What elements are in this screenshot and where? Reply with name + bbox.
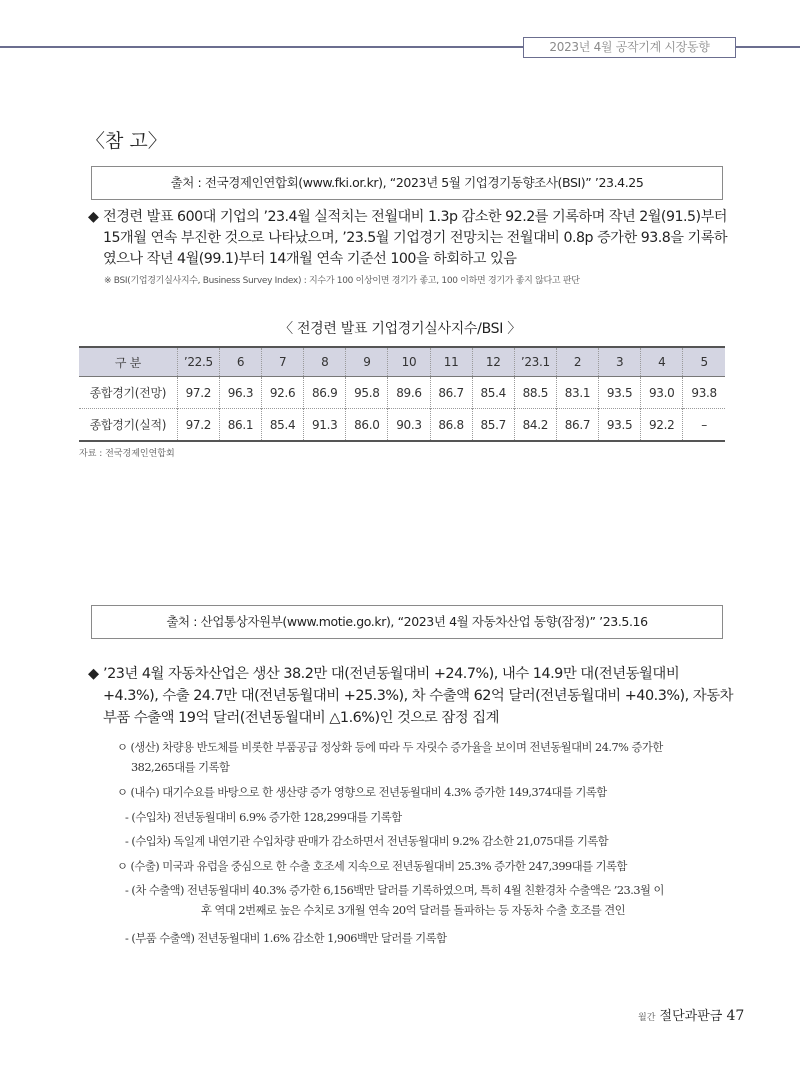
table-title: 〈 전경련 발표 기업경기실사지수/BSI 〉 xyxy=(279,321,521,337)
table-header-cell: 8 xyxy=(304,347,346,377)
table-cell: 88.5 xyxy=(514,377,556,409)
table-cell: 84.2 xyxy=(514,409,556,442)
table-cell: 86.7 xyxy=(430,377,472,409)
table-row xyxy=(79,377,725,409)
row-label: 종합경기(전망) xyxy=(79,377,177,409)
table-cell: 86.0 xyxy=(346,409,388,442)
auto-text: ’23년 4월 자동차산업은 생산 38.2만 대(전년동월대비 +24.7%), 내수 14.9만 대(전년동월대비 +4.3%), 수출 24.7만 대(전년동월대비 +25.3%), 차 수출액 62억 달러(전년동월대비 +40.3%), 자동차 부품 수출액 19억 달러(전년동월대비 △1.6%)인 것으로 잠정 집계 xyxy=(103,666,733,726)
table-cell: 93.0 xyxy=(641,377,683,409)
table-header-cell: ’22.5 xyxy=(177,347,219,377)
summary-text: 전경련 발표 600대 기업의 ’23.4월 실적치는 전월대비 1.3p 감소한 92.2를 기록하며 작년 2월(91.5)부터 15개월 연속 부진한 것으로 나타났으며, ’23.5월 기업경기 전망치는 전월대비 0.8p 증가한 93.8을 기록하였으나 작년 4월(99.1)부터 14개월 연속 기준선 100을 하회하고 있음 xyxy=(103,209,728,267)
table-source: 자료 : 전국경제인연합회 xyxy=(79,449,175,459)
table-header-cell: 2 xyxy=(556,347,598,377)
table-header-cell: 6 xyxy=(219,347,261,377)
table-cell: 86.9 xyxy=(304,377,346,409)
table-cell: 95.8 xyxy=(346,377,388,409)
table-cell: 93.5 xyxy=(599,409,641,442)
auto-paragraph xyxy=(88,663,733,729)
table-cell: 92.2 xyxy=(641,409,683,442)
list-item-domestic: ㅇ (내수) 대기수요를 바탕으로 한 생산량 증가 영향으로 전년동월대비 4.3% 증가한 149,374대를 기록함 xyxy=(117,786,607,799)
table-cell: 93.5 xyxy=(599,377,641,409)
table-row xyxy=(79,409,725,442)
table-header-cell: 9 xyxy=(346,347,388,377)
table-header-cell: 12 xyxy=(472,347,514,377)
table-cell: 85.7 xyxy=(472,409,514,442)
list-item-export: ㅇ (수출) 미국과 유럽을 중심으로 한 수출 호조세 지속으로 전년동월대비 25.3% 증가한 247,399대를 기록함 xyxy=(117,860,627,873)
table-cell: 97.2 xyxy=(177,409,219,442)
table-cell: – xyxy=(701,417,707,432)
table-cell: 92.6 xyxy=(262,377,304,409)
table-header-cell: 10 xyxy=(388,347,430,377)
table-cell: 85.4 xyxy=(472,377,514,409)
table-header-cell: 5 xyxy=(683,347,725,377)
magazine-prefix: 월간 xyxy=(638,1013,656,1023)
table-header-label: 구 분 xyxy=(79,347,177,377)
bsi-note: ※ BSI(기업경기실사지수, Business Survey Index) : 지수가 100 이상이면 경기가 좋고, 100 이하면 경기가 좋지 않다고 판단 xyxy=(104,276,580,286)
auto-source-box: 출처 : 산업통상자원부(www.motie.go.kr), “2023년 4월 자동차산업 동향(잠정)” ’23.5.16 xyxy=(91,605,723,639)
table-cell: 96.3 xyxy=(219,377,261,409)
diamond-bullet-icon: ◆ xyxy=(88,666,99,682)
list-item-imported-1: - (수입차) 전년동월대비 6.9% 증가한 128,299대를 기록함 xyxy=(125,811,402,824)
source-box: 출처 : 전국경제인연합회(www.fki.or.kr), “2023년 5월 기업경기동향조사(BSI)” ’23.4.25 xyxy=(91,166,723,200)
list-item-export-value: - (차 수출액) 전년동월대비 40.3% 증가한 6,156백만 달러를 기록하였으며, 특히 4월 친환경차 수출액은 ’23.3월 이 후 역대 2번째로 높은 수치로 3개월 연속 20억 달러를 돌파하는 등 자동차 수출 호조를 견인 xyxy=(125,884,664,917)
table-header-cell: 7 xyxy=(262,347,304,377)
list-item-production: ㅇ (생산) 차량용 반도체를 비롯한 부품공급 정상화 등에 따라 두 자릿수 증가율을 보이며 전년동월대비 24.7% 증가한 382,265대를 기록함 xyxy=(117,741,663,774)
summary-paragraph xyxy=(88,207,728,270)
table-header-cell: 4 xyxy=(641,347,683,377)
table-cell: 86.1 xyxy=(219,409,261,442)
table-cell: 86.7 xyxy=(556,409,598,442)
diamond-bullet-icon: ◆ xyxy=(88,209,99,225)
page-number: 47 xyxy=(726,1008,745,1024)
magazine-name: 절단과판금 xyxy=(659,1009,723,1024)
bsi-table xyxy=(79,346,725,442)
page-footer xyxy=(638,1005,744,1024)
table-cell: 91.3 xyxy=(304,409,346,442)
table-header-row xyxy=(79,347,725,377)
table-cell: 90.3 xyxy=(388,409,430,442)
table-header-cell: 3 xyxy=(599,347,641,377)
table-cell: 86.8 xyxy=(430,409,472,442)
list-item-parts-export: - (부품 수출액) 전년동월대비 1.6% 감소한 1,906백만 달러를 기록함 xyxy=(125,932,447,945)
table-cell: 89.6 xyxy=(388,377,430,409)
table-header-cell: ’23.1 xyxy=(514,347,556,377)
running-title: 2023년 4월 공작기계 시장동향 xyxy=(523,37,736,58)
section-title: 〈참 고〉 xyxy=(86,130,167,152)
table-cell: 93.8 xyxy=(691,385,717,400)
table-cell: 85.4 xyxy=(262,409,304,442)
table-cell: 97.2 xyxy=(177,377,219,409)
table-cell: 83.1 xyxy=(556,377,598,409)
table-header-cell: 11 xyxy=(430,347,472,377)
list-item-imported-2: - (수입차) 독일계 내연기관 수입차량 판매가 감소하면서 전년동월대비 9.2% 감소한 21,075대를 기록함 xyxy=(125,835,609,848)
row-label: 종합경기(실적) xyxy=(79,409,177,442)
